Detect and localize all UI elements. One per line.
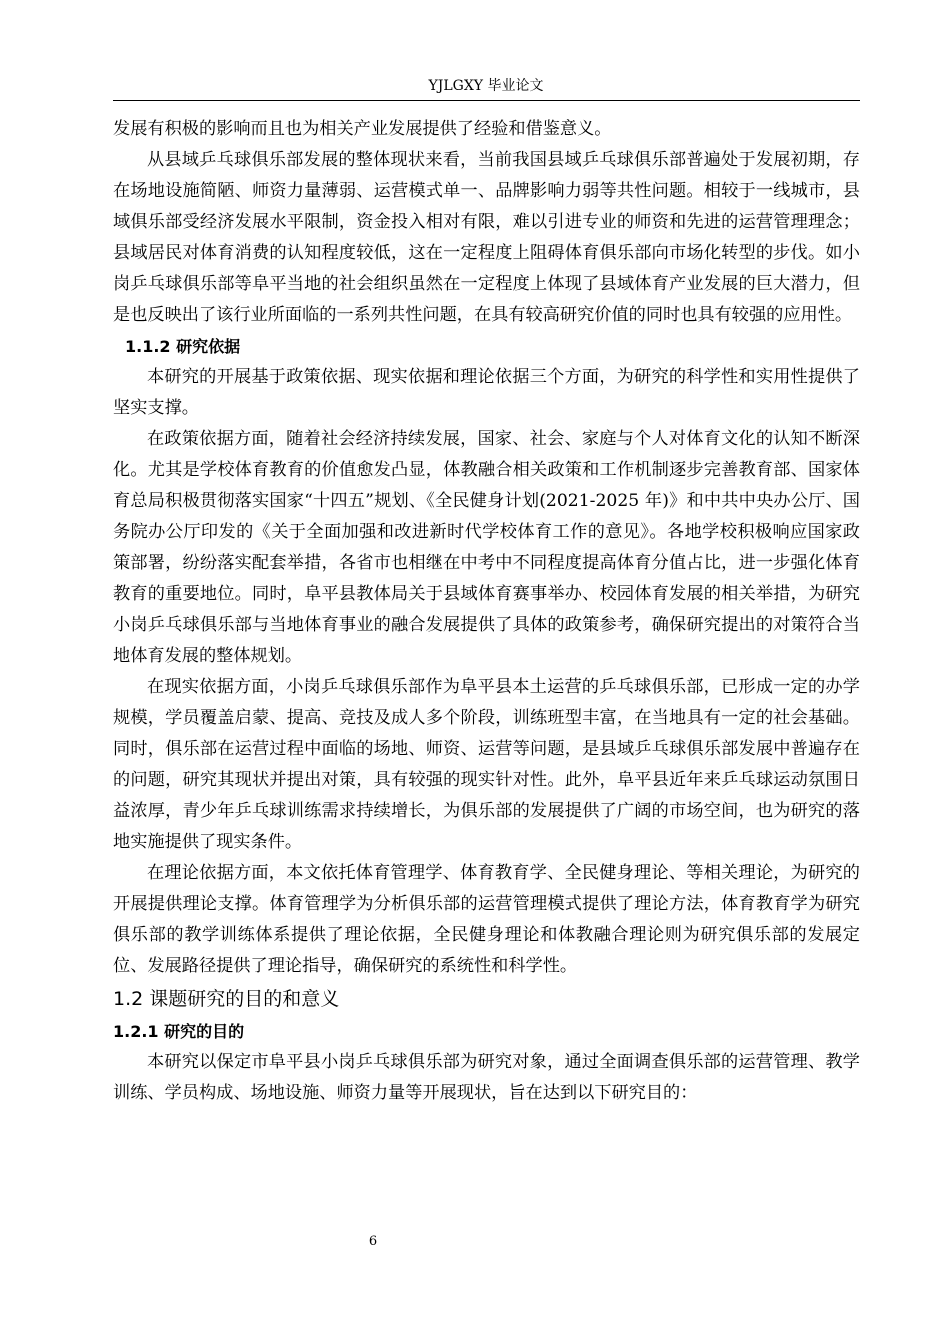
header-rule xyxy=(113,100,860,101)
running-header: YJLGXY 毕业论文 xyxy=(428,78,544,94)
paragraph-research-purpose: 本研究以保定市阜平县小岗乒乓球俱乐部为研究对象，通过全面调查俱乐部的运营管理、教学训练、学员构成、场地设施、师资力量等开展现状，旨在达到以下研究目的： xyxy=(113,1052,860,1103)
heading-1-1-2: 1.1.2 研究依据 xyxy=(125,337,241,356)
paragraph-theoretical-basis: 在理论依据方面，本文依托体育管理学、体育教育学、全民健身理论、等相关理论，为研究的开展提供理论支撑。体育管理学为分析俱乐部的运营管理模式提供了理论方法，体育教育学为研究俱乐部的教学训练体系提供了理论依据，全民健身理论和体教融合理论则为研究俱乐部的发展定位、发展路径提供了理论指导，确保研究的系统性和科学性。 xyxy=(113,863,860,976)
heading-1-2 xyxy=(113,982,860,1016)
heading-1-2-1: 1.2.1 研究的目的 xyxy=(113,1022,245,1041)
paragraph-research-basis-intro: 本研究的开展基于政策依据、现实依据和理论依据三个方面，为研究的科学性和实用性提供了坚实支撑。 xyxy=(113,367,860,418)
paragraph-practical-basis: 在现实依据方面，小岗乒乓球俱乐部作为阜平县本土运营的乒乓球俱乐部，已形成一定的办学规模，学员覆盖启蒙、提高、竞技及成人多个阶段，训练班型丰富，在当地具有一定的社会基础。同时，俱乐部在运营过程中面临的场地、师资、运营等问题，是县域乒乓球俱乐部发展中普遍存在的问题，研究其现状并提出对策，具有较强的现实针对性。此外，阜平县近年来乒乓球运动氛围日益浓厚，青少年乒乓球训练需求持续增长，为俱乐部的发展提供了广阔的市场空间，也为研究的落地实施提供了现实条件。 xyxy=(113,677,860,852)
paragraph-county-club-status: 从县域乒乓球俱乐部发展的整体现状来看，当前我国县域乒乓球俱乐部普遍处于发展初期，存在场地设施简陋、师资力量薄弱、运营模式单一、品牌影响力弱等共性问题。相较于一线城市，县域俱乐部受经济发展水平限制，资金投入相对有限，难以引进专业的师资和先进的运营管理理念；县域居民对体育消费的认知程度较低，这在一定程度上阻碍体育俱乐部向市场化转型的步伐。如小岗乒乓球俱乐部等阜平当地的社会组织虽然在一定程度上体现了县域体育产业发展的巨大潜力，但是也反映出了该行业所面临的一系列共性问题，在具有较高研究价值的同时也具有较强的应用性。 xyxy=(113,150,860,325)
paragraph-policy-basis: 在政策依据方面，随着社会经济持续发展，国家、社会、家庭与个人对体育文化的认知不断深化。尤其是学校体育教育的价值愈发凸显，体教融合相关政策和工作机制逐步完善教育部、国家体育总局积极贯彻落实国家“十四五”规划、《全民健身计划(2021-2025 年)》和中共中央办公厅、国务院办公厅印发的《关于全面加强和改进新时代学校体育工作的意见》。各地学校积极响应国家政策部署，纷纷落实配套举措，各省市也相继在中考中不同程度提高体育分值占比，进一步强化体育教育的重要地位。同时，阜平县教体局关于县域体育赛事举办、校园体育发展的相关举措，为研究小岗乒乓球俱乐部与当地体育事业的融合发展提供了具体的政策参考，确保研究提出的对策符合当地体育发展的整体规划。 xyxy=(113,429,860,666)
paragraph-continued: 发展有积极的影响而且也为相关产业发展提供了经验和借鉴意义。 xyxy=(113,119,612,139)
page-body xyxy=(113,114,860,1109)
heading-1-2-text: 1.2 课题研究的目的和意义 xyxy=(113,988,340,1010)
page-number: 6 xyxy=(368,1234,378,1249)
